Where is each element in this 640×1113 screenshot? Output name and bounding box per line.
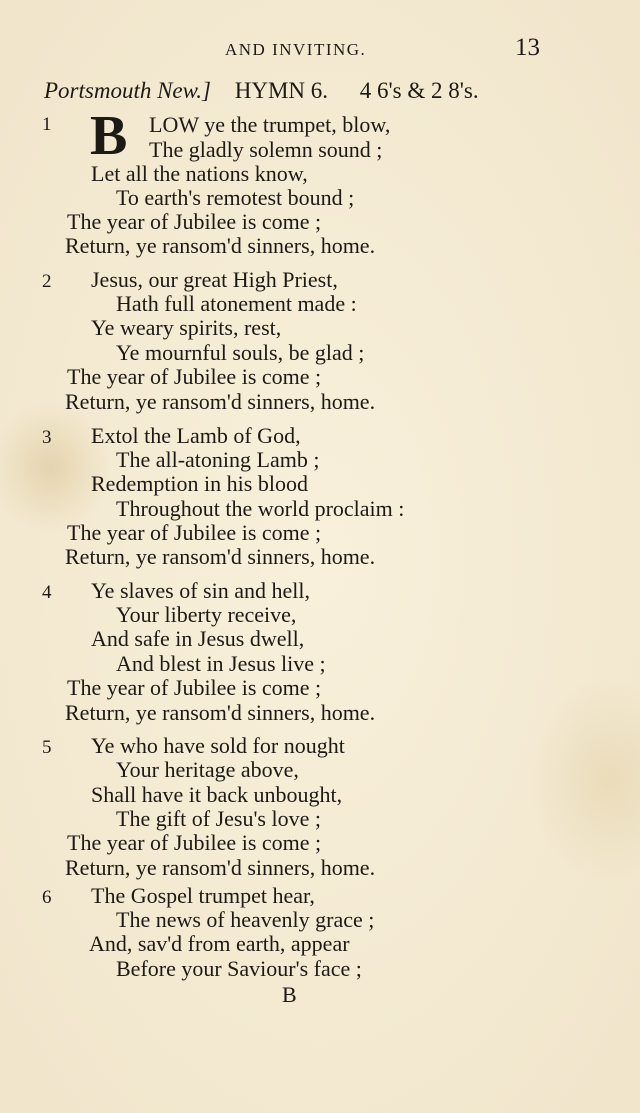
verse-line: Throughout the world proclaim : (116, 496, 405, 521)
verse-line: Ye weary spirits, rest, (91, 315, 282, 340)
verse-number: 3 (42, 427, 52, 448)
verse-line: Return, ye ransom'd sinners, home. (65, 700, 376, 725)
verse-line: Jesus, our great High Priest, (91, 267, 338, 292)
drop-cap: B (90, 105, 128, 167)
verse-number: 2 (42, 271, 52, 292)
verse-line: And safe in Jesus dwell, (91, 626, 305, 651)
verse-line: And, sav'd from earth, appear (89, 931, 350, 956)
verse-line: And blest in Jesus live ; (116, 651, 326, 676)
verse-line: Ye who have sold for nought (91, 733, 345, 758)
tune-name: Portsmouth New.] (44, 78, 211, 103)
verse-line: Return, ye ransom'd sinners, home. (65, 544, 376, 569)
verse-line: Your liberty receive, (116, 602, 297, 627)
verse-line: Extol the Lamb of God, (91, 423, 301, 448)
verse-number: 4 (42, 582, 52, 603)
verse-line: Let all the nations know, (91, 161, 308, 186)
verse-line: The Gospel trumpet hear, (91, 883, 315, 908)
verse-number: 6 (42, 887, 52, 908)
verse-line: Before your Saviour's face ; (116, 956, 362, 981)
hymn-header (44, 78, 479, 104)
verse-line: The gift of Jesu's love ; (116, 806, 321, 831)
verse-line: Redemption in his blood (91, 471, 308, 496)
verse-line: Your heritage above, (116, 757, 299, 782)
verse-line: LOW ye the trumpet, blow, (149, 112, 391, 137)
verse-line: The year of Jubilee is come ; (67, 520, 322, 545)
signature-mark: B (282, 982, 297, 1007)
verse-line: The news of heavenly grace ; (116, 907, 375, 932)
verse-line: Return, ye ransom'd sinners, home. (65, 233, 376, 258)
verse-line: Ye slaves of sin and hell, (91, 578, 310, 603)
verse-line: The year of Jubilee is come ; (67, 209, 322, 234)
verse-number: 1 (42, 114, 52, 135)
verse-line: Shall have it back unbought, (91, 782, 343, 807)
verse-line: The all-atoning Lamb ; (116, 447, 320, 472)
verse-line: The year of Jubilee is come ; (67, 830, 322, 855)
verse-line: Return, ye ransom'd sinners, home. (65, 855, 376, 880)
verse-line: Hath full atonement made : (116, 291, 357, 316)
verse-number: 5 (42, 737, 52, 758)
verse-line: Return, ye ransom'd sinners, home. (65, 389, 376, 414)
hymn-number: HYMN 6. (234, 78, 329, 103)
verse-line: The year of Jubilee is come ; (67, 364, 322, 389)
verse-line: The gladly solemn sound ; (149, 137, 383, 162)
verse-line: The year of Jubilee is come ; (67, 675, 322, 700)
hymn-meter: 4 6's & 2 8's. (359, 78, 479, 103)
verse-line: To earth's remotest bound ; (116, 185, 355, 210)
running-head: AND INVITING. (225, 40, 367, 59)
verse-line: Ye mournful souls, be glad ; (116, 340, 365, 365)
page-number: 13 (515, 34, 540, 61)
